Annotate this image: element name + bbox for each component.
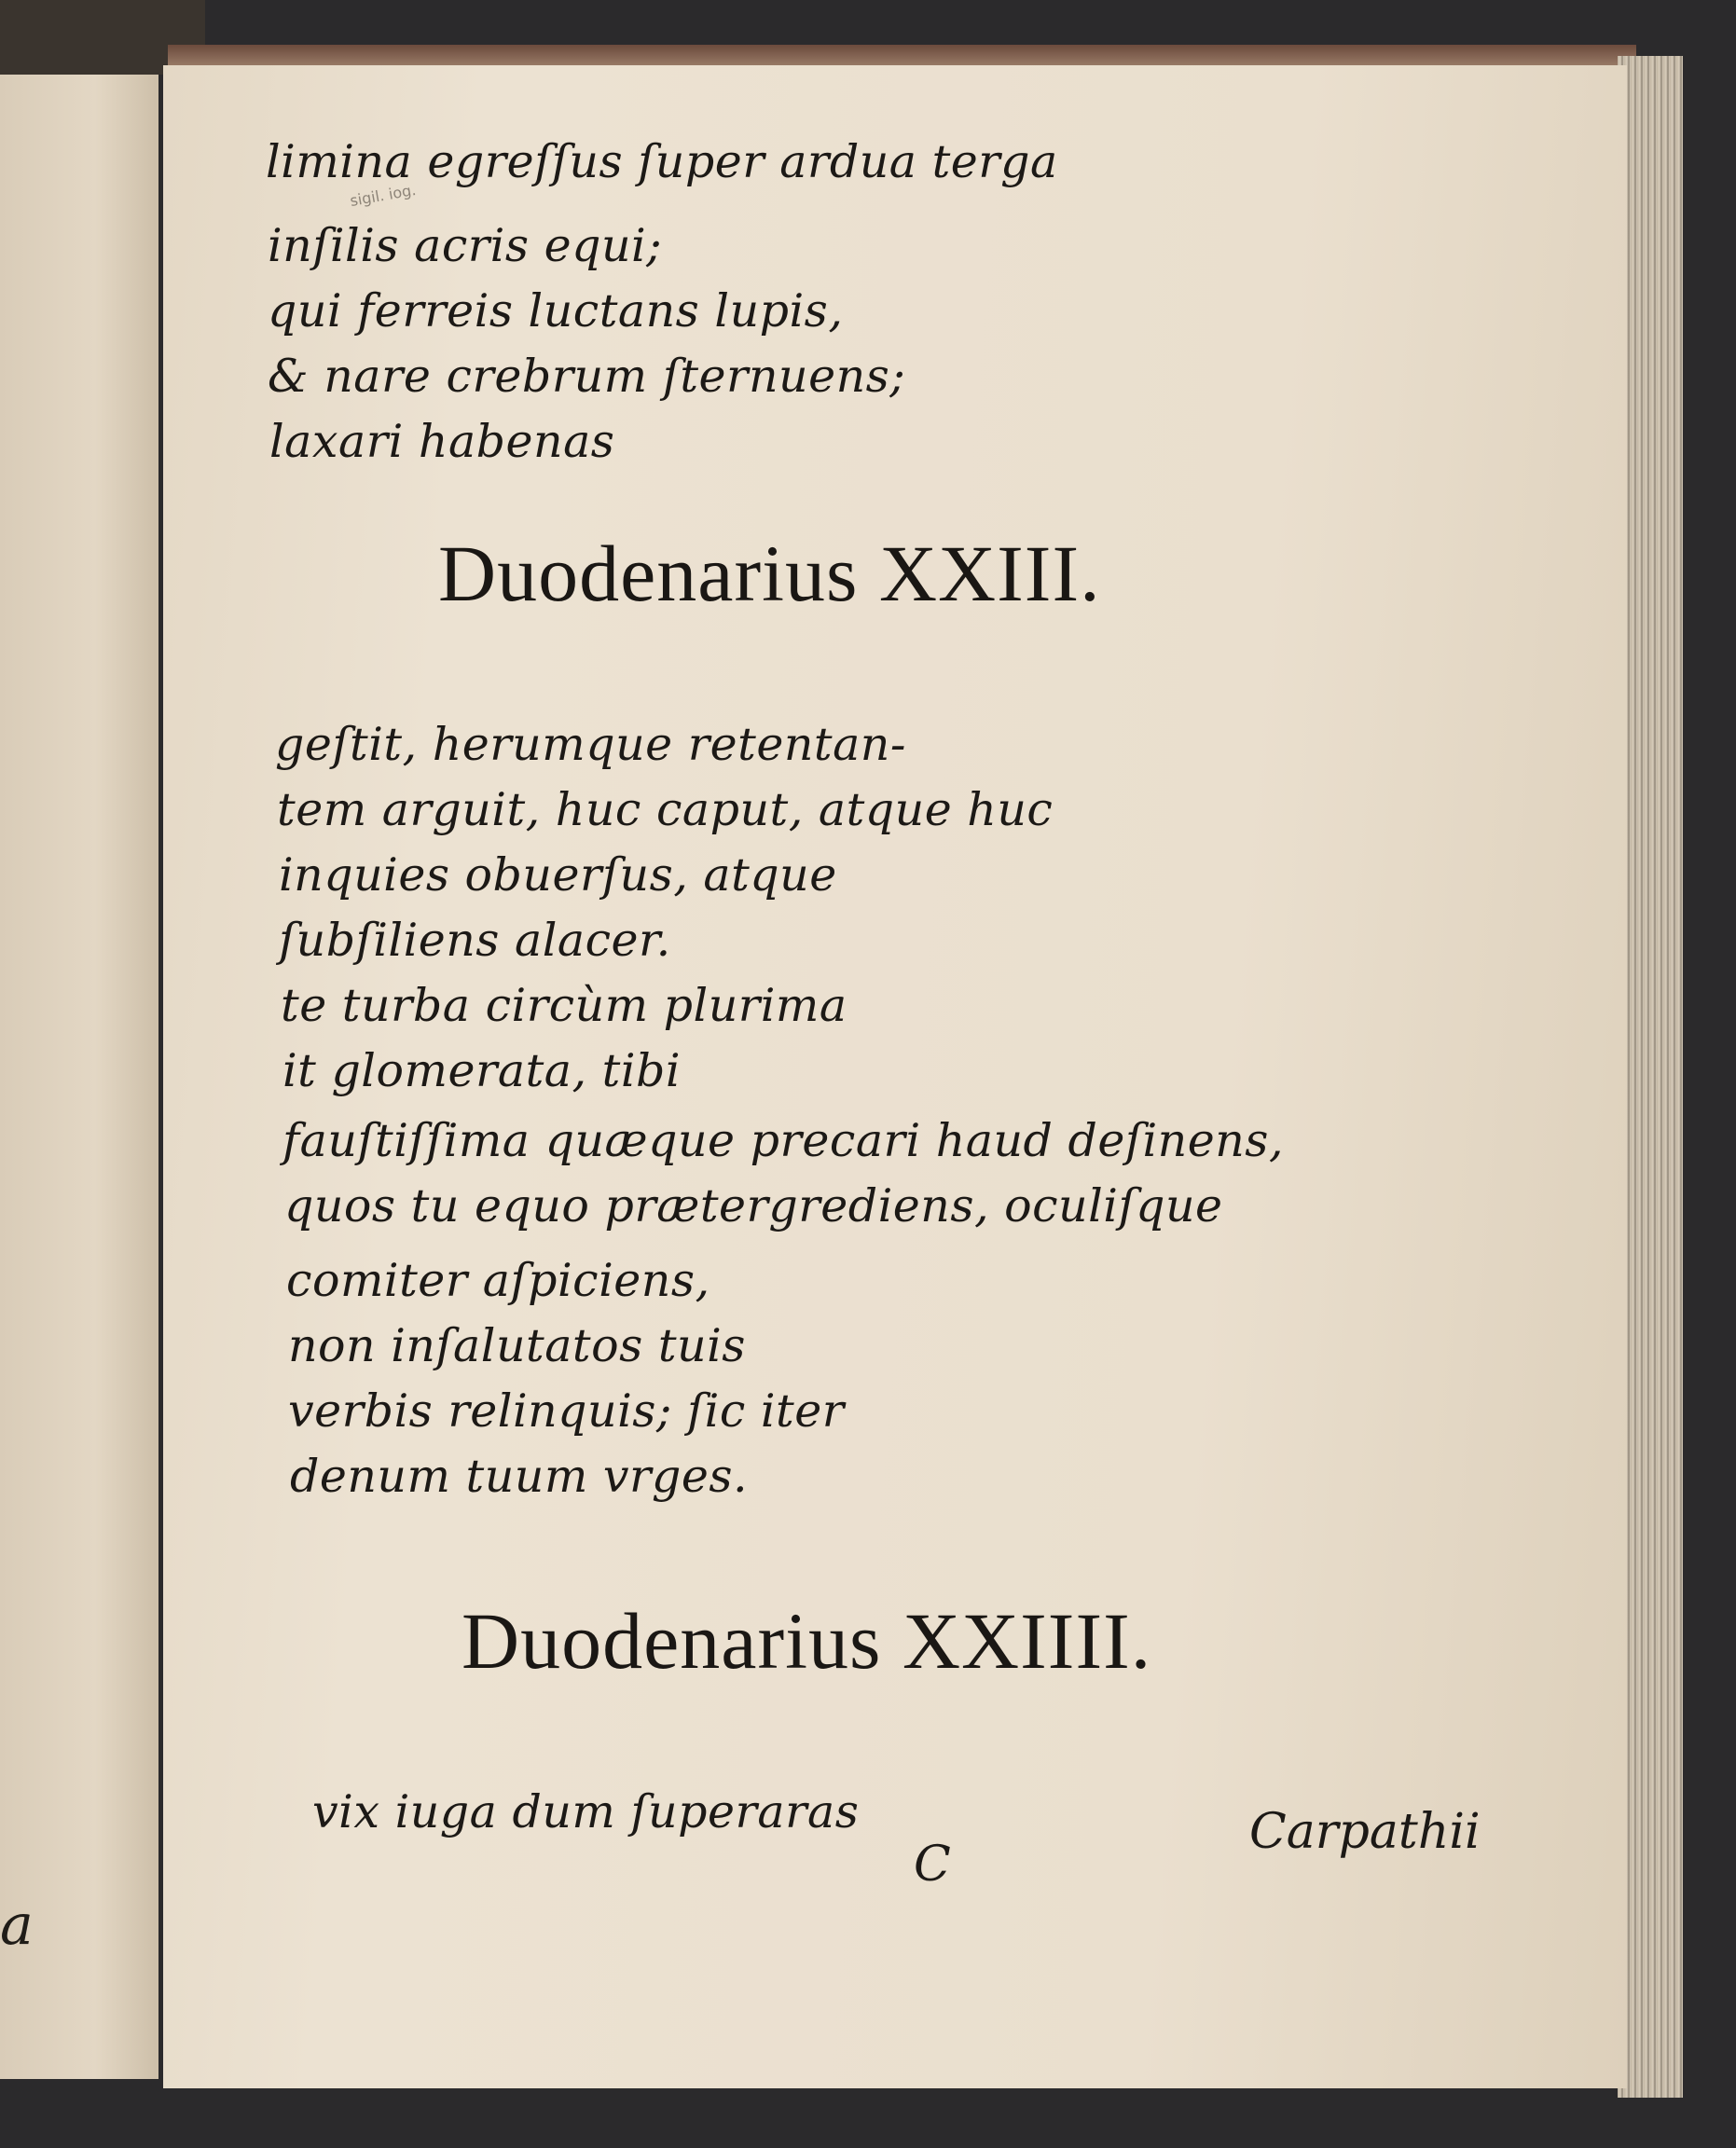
left-page-fragment: a xyxy=(0,1893,34,1958)
signature-mark: C xyxy=(914,1837,951,1893)
verse-line: it glomerata, tibi xyxy=(282,1044,682,1097)
right-page xyxy=(163,65,1627,2088)
verse-line: inquies obuerſus, atque xyxy=(279,848,837,902)
verse-line: limina egreſſus ſuper ardua terga xyxy=(266,135,1058,188)
verse-line: laxari habenas xyxy=(269,415,615,468)
verse-line: geſtit, herumque retentan- xyxy=(275,718,906,771)
verse-line: fauſtiſſima quæque precari haud deſinens, xyxy=(282,1114,1284,1167)
verse-line: qui ferreis luctans lupis, xyxy=(268,284,844,337)
catchword: Carpathii xyxy=(1249,1804,1481,1860)
section-heading: Duodenarius XXIII. xyxy=(438,529,1101,618)
section-heading: Duodenarius XXIIII. xyxy=(462,1596,1152,1686)
verse-line: verbis relinquis; ſic iter xyxy=(288,1384,845,1438)
page-stack-edge xyxy=(1618,56,1683,2098)
verse-line: te turba circùm plurima xyxy=(281,979,847,1032)
verse-line: non inſalutatos tuis xyxy=(288,1319,746,1372)
verse-line: quos tu equo prætergrediens, oculiſque xyxy=(284,1179,1223,1232)
verse-line: vix iuga dum ſuperaras xyxy=(312,1785,860,1838)
verse-line: tem arguit, huc caput, atque huc xyxy=(277,783,1054,836)
left-page xyxy=(0,75,158,2079)
verse-line: denum tuum vrges. xyxy=(290,1450,749,1503)
verse-line: comiter aſpiciens, xyxy=(286,1254,710,1307)
verse-line: & nare crebrum ſternuens; xyxy=(268,350,906,403)
verse-line: inſilis acris equi; xyxy=(268,219,663,272)
library-stamp: sigil. iog. xyxy=(348,180,418,211)
verse-line: ſubſiliens alacer. xyxy=(279,914,671,967)
